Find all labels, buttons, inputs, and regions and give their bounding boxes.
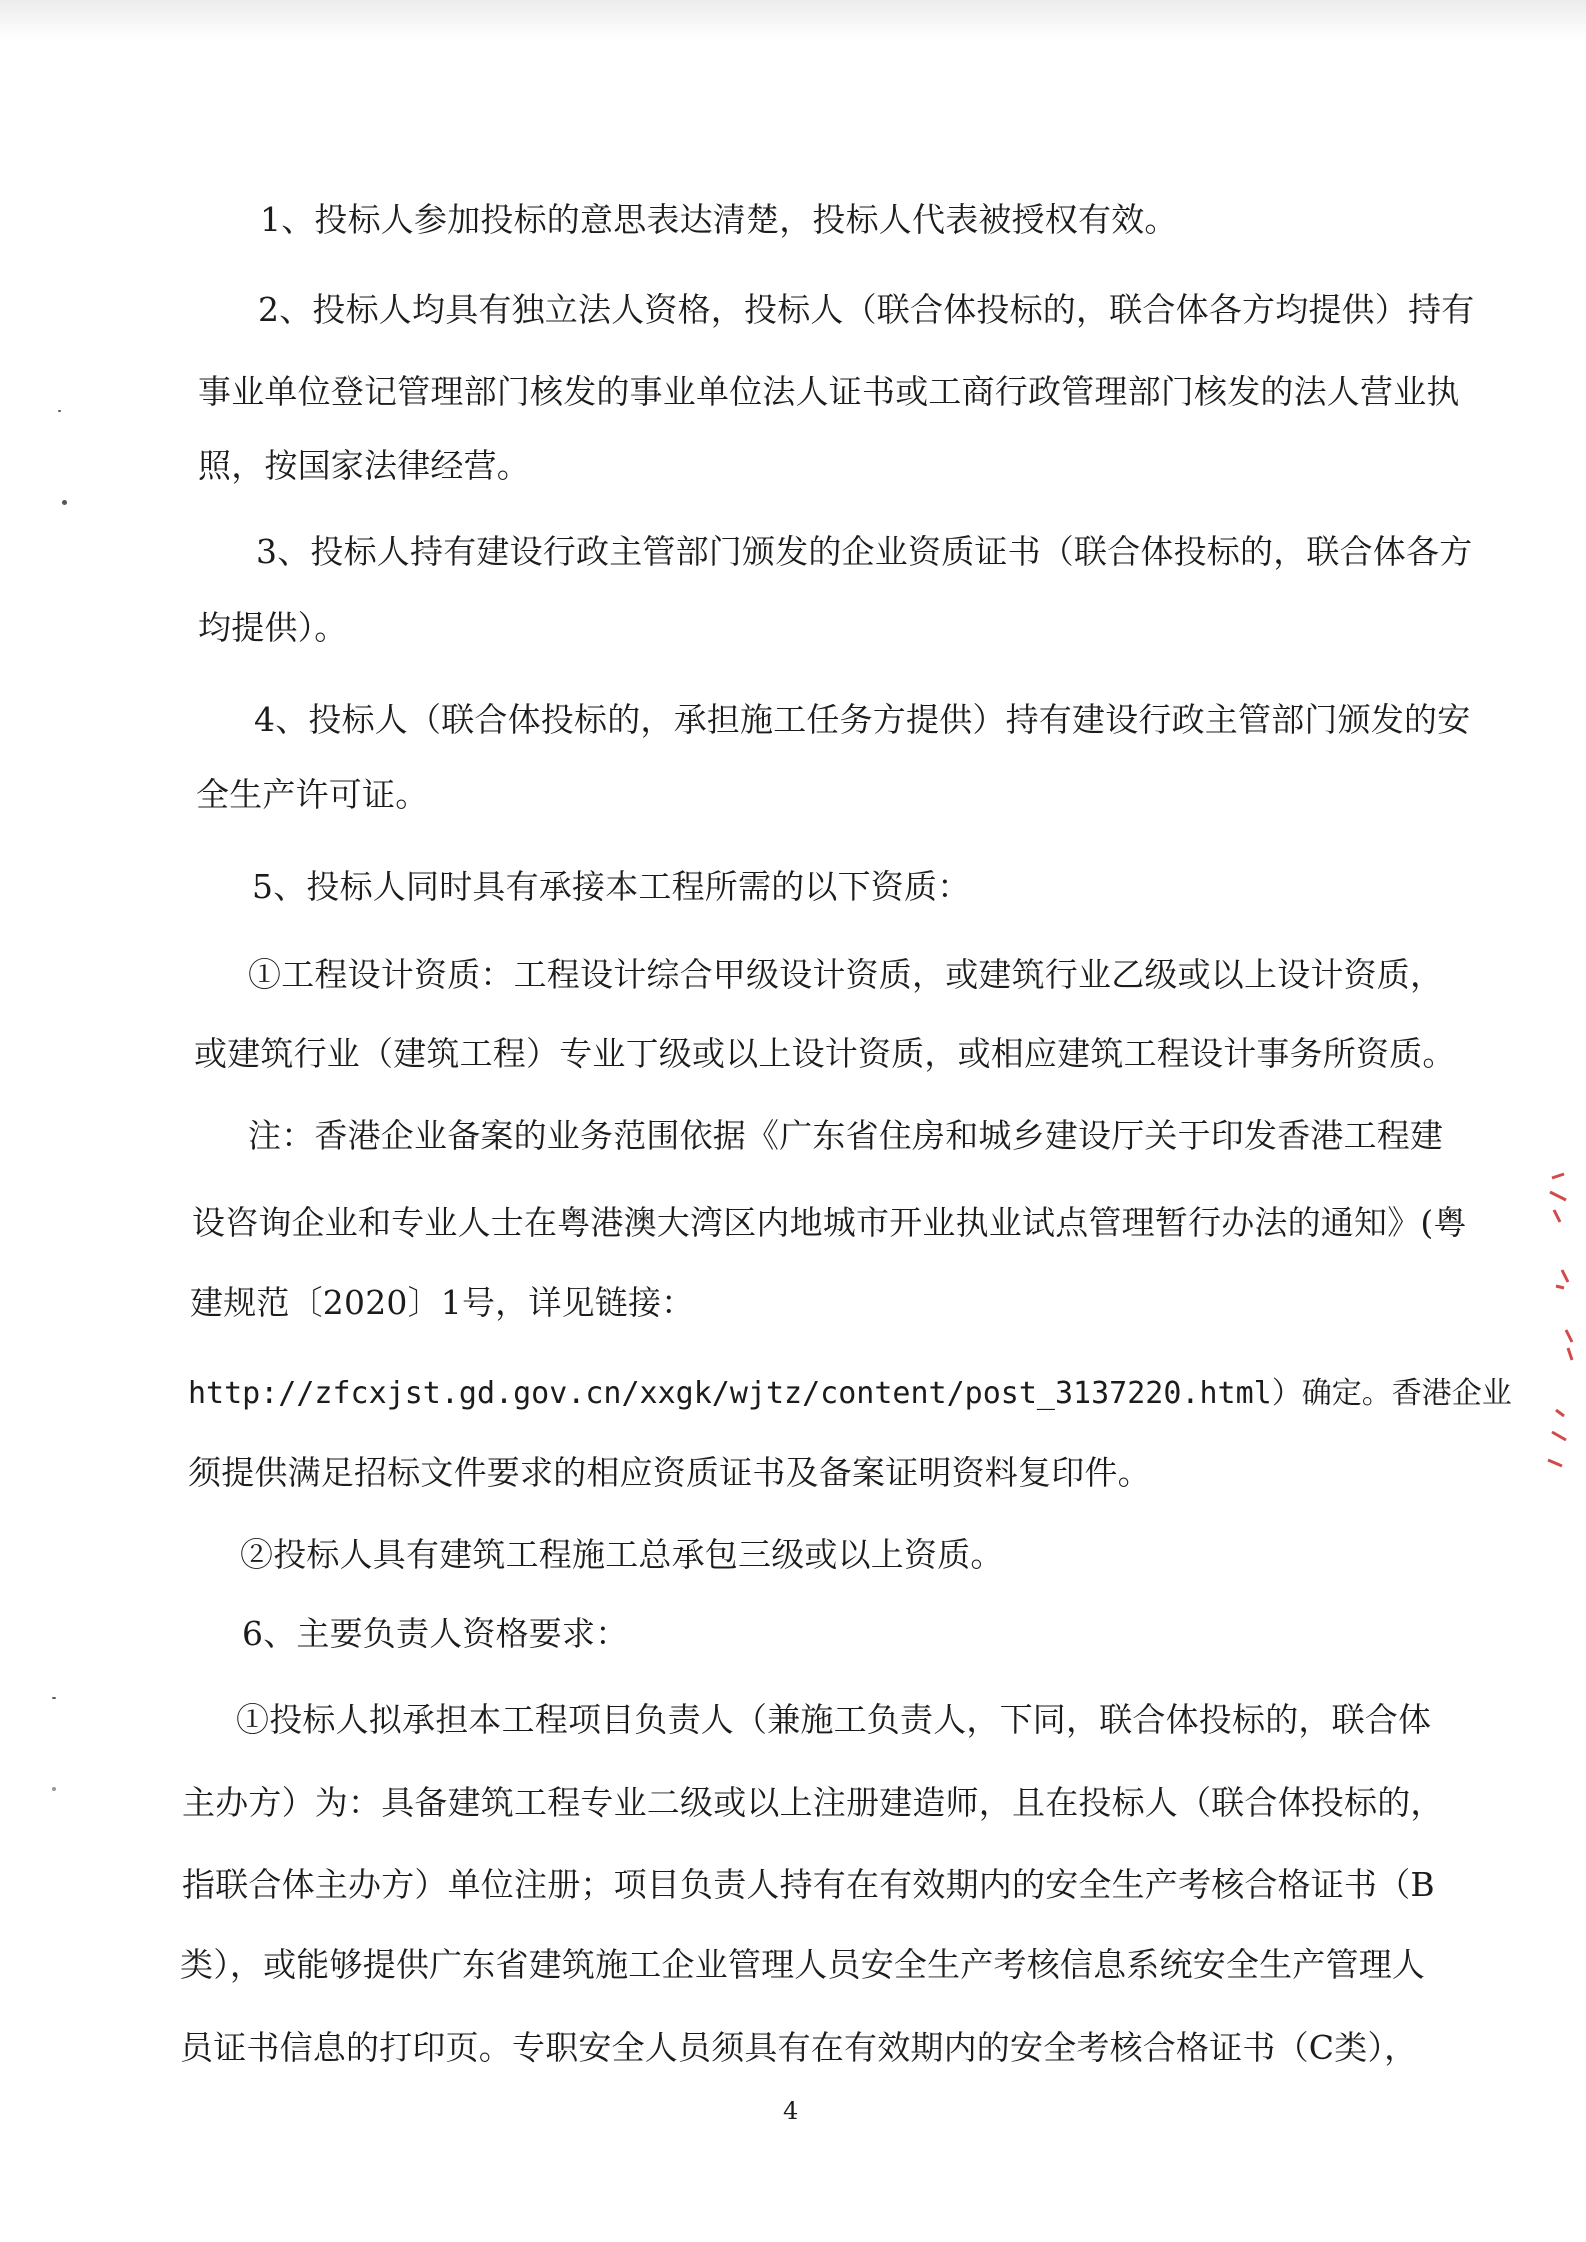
text-line: ①工程设计资质：工程设计综合甲级设计资质，或建筑行业乙级或以上设计资质， [248, 955, 1444, 994]
scan-speck [62, 500, 67, 505]
text-line: 1、投标人参加投标的意思表达清楚，投标人代表被授权有效。 [260, 200, 1178, 239]
text-line: 2、投标人均具有独立法人资格，投标人（联合体投标的，联合体各方均提供）持有 [258, 290, 1475, 329]
text-line: 或建筑行业（建筑工程）专业丁级或以上设计资质，或相应建筑工程设计事务所资质。 [194, 1034, 1456, 1073]
text-line: 3、投标人持有建设行政主管部门颁发的企业资质证书（联合体投标的，联合体各方 [256, 532, 1473, 571]
text-line: 建规范〔2020〕1号，详见链接： [190, 1283, 695, 1322]
scan-speck [52, 1697, 56, 1699]
text-line-url: http://zfcxjst.gd.gov.cn/xxgk/wjtz/content/post_3137220.html）确定。香港企业 [188, 1376, 1512, 1411]
text-line: ②投标人具有建筑工程施工总承包三级或以上资质。 [240, 1535, 1004, 1574]
text-line: 全生产许可证。 [196, 775, 429, 814]
text-line: 照，按国家法律经营。 [198, 446, 530, 485]
text-line: 类），或能够提供广东省建筑施工企业管理人员安全生产考核信息系统安全生产管理人 [180, 1945, 1426, 1984]
text-line: 事业单位登记管理部门核发的事业单位法人证书或工商行政管理部门核发的法人营业执 [198, 372, 1460, 411]
page-number: 4 [783, 2097, 799, 2125]
text-line: 6、主要负责人资格要求： [242, 1614, 629, 1653]
text-line: 员证书信息的打印页。专职安全人员须具有在有效期内的安全考核合格证书（C类）， [180, 2028, 1418, 2067]
scan-speck [52, 1787, 56, 1791]
text-line: 设咨询企业和专业人士在粤港澳大湾区内地城市开业执业试点管理暂行办法的通知》(粤 [192, 1203, 1467, 1242]
text-line: 5、投标人同时具有承接本工程所需的以下资质： [252, 867, 971, 906]
text-line: 指联合体主办方）单位注册；项目负责人持有在有效期内的安全生产考核合格证书（B [182, 1865, 1435, 1904]
text-line: ①投标人拟承担本工程项目负责人（兼施工负责人，下同，联合体投标的，联合体 [236, 1700, 1432, 1739]
red-seal-fragment [1542, 1170, 1578, 1490]
scan-speck [58, 410, 61, 412]
text-line: 须提供满足招标文件要求的相应资质证书及备案证明资料复印件。 [188, 1453, 1151, 1492]
text-line: 注：香港企业备案的业务范围依据《广东省住房和城乡建设厅关于印发香港工程建 [248, 1116, 1444, 1155]
text-line: 主办方）为：具备建筑工程专业二级或以上注册建造师，且在投标人（联合体投标的， [182, 1783, 1444, 1822]
scan-edge-shadow [0, 0, 1586, 40]
text-line: 均提供）。 [198, 608, 348, 647]
text-line: 4、投标人（联合体投标的，承担施工任务方提供）持有建设行政主管部门颁发的安 [254, 700, 1471, 739]
